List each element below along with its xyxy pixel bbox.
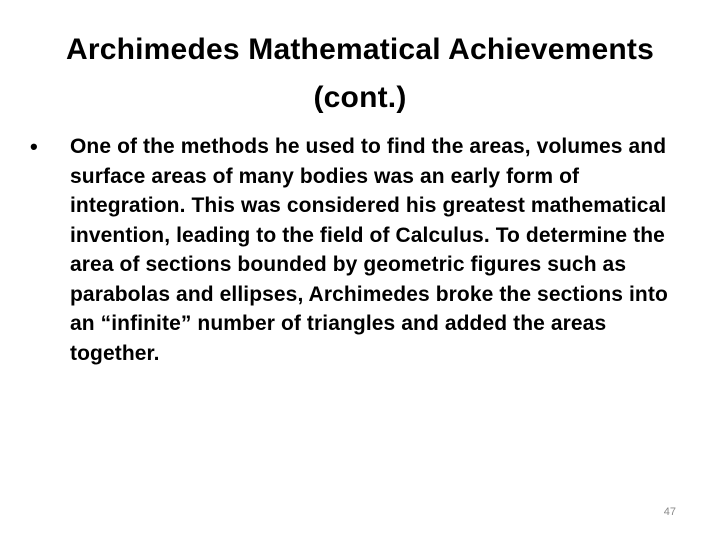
bullet-marker: •: [30, 134, 38, 159]
title-line-1: Archimedes Mathematical Achievements: [66, 33, 654, 66]
page-number: 47: [663, 506, 676, 518]
title-line-2: (cont.): [313, 81, 407, 114]
bullet-text: One of the methods he used to find the areas, volumes and surface areas of many bodies was an early form of integration. This was considered his greatest mathematical invention, leading to the field of Calculus. To determine the area of sections bounded by geometric figures such as parabolas and ellipses, Archimedes broke the sections into an “infinite” number of triangles and added the areas together.: [70, 135, 668, 365]
slide-title: [40, 26, 680, 122]
